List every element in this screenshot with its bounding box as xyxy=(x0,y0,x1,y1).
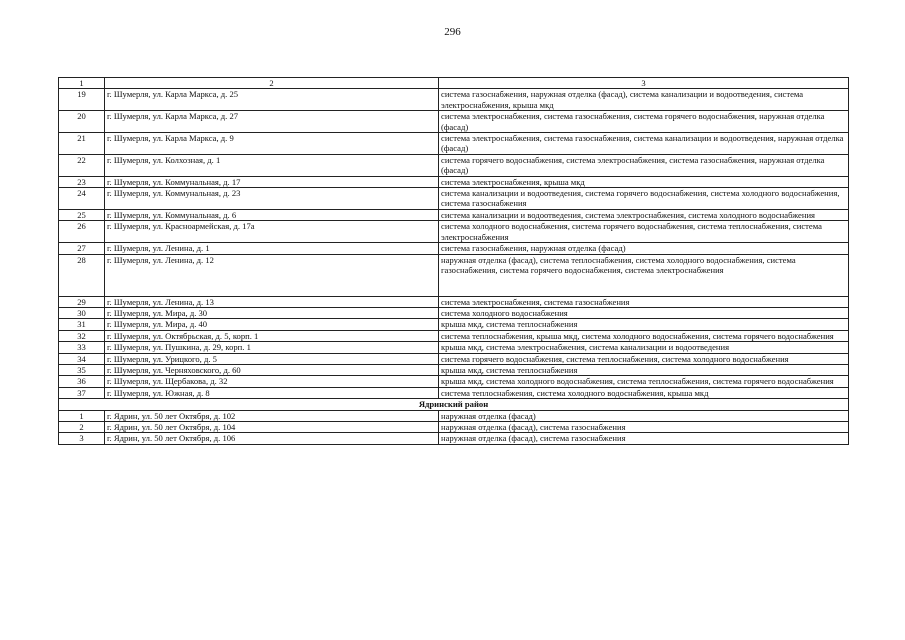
table-row xyxy=(59,111,849,133)
row-number-cell: 20 xyxy=(59,111,105,133)
systems-cell: наружная отделка (фасад), система газоснабжения xyxy=(439,421,849,432)
row-number-cell: 37 xyxy=(59,387,105,398)
address-cell: г. Шумерля, ул. Пушкина, д. 29, корп. 1 xyxy=(105,342,439,353)
address-cell: г. Шумерля, ул. Ленина, д. 1 xyxy=(105,243,439,254)
systems-cell: наружная отделка (фасад) xyxy=(439,410,849,421)
row-number-cell: 25 xyxy=(59,209,105,220)
address-cell: г. Шумерля, ул. Коммунальная, д. 6 xyxy=(105,209,439,220)
row-number-cell: 21 xyxy=(59,133,105,155)
address-cell: г. Шумерля, ул. Красноармейская, д. 17а xyxy=(105,221,439,243)
address-cell: г. Шумерля, ул. Черняховского, д. 60 xyxy=(105,364,439,375)
row-number-cell: 34 xyxy=(59,353,105,364)
row-number-cell: 26 xyxy=(59,221,105,243)
row-number-cell: 3 xyxy=(59,433,105,444)
row-number-cell: 30 xyxy=(59,307,105,318)
row-number-cell: 2 xyxy=(59,421,105,432)
systems-cell: система теплоснабжения, система холодного водоснабжения, крыша мкд xyxy=(439,387,849,398)
systems-cell: система электроснабжения, система газоснабжения, система горячего водоснабжения, наружная отделка (фасад) xyxy=(439,111,849,133)
row-number-cell: 1 xyxy=(59,410,105,421)
address-cell: г. Шумерля, ул. Карла Маркса, д. 9 xyxy=(105,133,439,155)
table-row xyxy=(59,154,849,176)
table-row xyxy=(59,433,849,444)
address-cell: г. Ядрин, ул. 50 лет Октября, д. 102 xyxy=(105,410,439,421)
address-cell: г. Шумерля, ул. Южная, д. 8 xyxy=(105,387,439,398)
row-number-cell: 32 xyxy=(59,330,105,341)
table-row xyxy=(59,188,849,210)
table-row xyxy=(59,410,849,421)
row-number-cell: 36 xyxy=(59,376,105,387)
address-cell: г. Шумерля, ул. Ленина, д. 12 xyxy=(105,254,439,296)
address-cell: г. Шумерля, ул. Щербакова, д. 32 xyxy=(105,376,439,387)
table-row xyxy=(59,330,849,341)
header-cell-address: 2 xyxy=(105,78,439,89)
table-row xyxy=(59,319,849,330)
table-row xyxy=(59,387,849,398)
row-number-cell: 22 xyxy=(59,154,105,176)
row-number-cell: 23 xyxy=(59,176,105,187)
address-cell: г. Шумерля, ул. Урицкого, д. 5 xyxy=(105,353,439,364)
row-number-cell: 19 xyxy=(59,89,105,111)
address-cell: г. Шумерля, ул. Колхозная, д. 1 xyxy=(105,154,439,176)
systems-cell: система электроснабжения, система газоснабжения, система канализации и водоотведения, наружная отделка (фасад) xyxy=(439,133,849,155)
systems-cell: система электроснабжения, система газоснабжения xyxy=(439,296,849,307)
systems-cell: наружная отделка (фасад), система газоснабжения xyxy=(439,433,849,444)
row-number-cell: 27 xyxy=(59,243,105,254)
systems-cell: наружная отделка (фасад), система теплоснабжения, система холодного водоснабжения, система газоснабжения, система горячего водоснабжения, система электроснабжения xyxy=(439,254,849,296)
table-row xyxy=(59,221,849,243)
systems-cell: система холодного водоснабжения, система горячего водоснабжения, система теплоснабжения, система электроснабжения xyxy=(439,221,849,243)
systems-cell: система газоснабжения, наружная отделка (фасад) xyxy=(439,243,849,254)
systems-cell: крыша мкд, система теплоснабжения xyxy=(439,364,849,375)
header-cell-systems: 3 xyxy=(439,78,849,89)
address-cell: г. Шумерля, ул. Карла Маркса, д. 25 xyxy=(105,89,439,111)
systems-cell: система горячего водоснабжения, система электроснабжения, система газоснабжения, наружная отделка (фасад) xyxy=(439,154,849,176)
table-row xyxy=(59,176,849,187)
systems-cell: крыша мкд, система электроснабжения, система канализации и водоотведения xyxy=(439,342,849,353)
systems-cell: система электроснабжения, крыша мкд xyxy=(439,176,849,187)
row-number-cell: 29 xyxy=(59,296,105,307)
section-title: Ядринский район xyxy=(59,399,849,410)
address-cell: г. Шумерля, ул. Коммунальная, д. 17 xyxy=(105,176,439,187)
page-number: 296 xyxy=(444,26,461,38)
table-row xyxy=(59,421,849,432)
table-row xyxy=(59,364,849,375)
table-row xyxy=(59,342,849,353)
systems-cell: крыша мкд, система теплоснабжения xyxy=(439,319,849,330)
systems-cell: система холодного водоснабжения xyxy=(439,307,849,318)
table-row xyxy=(59,254,849,296)
table-row xyxy=(59,307,849,318)
table-row xyxy=(59,209,849,220)
address-cell: г. Шумерля, ул. Ленина, д. 13 xyxy=(105,296,439,307)
systems-cell: система канализации и водоотведения, система электроснабжения, система холодного водоснабжения xyxy=(439,209,849,220)
row-number-cell: 31 xyxy=(59,319,105,330)
table-header-row xyxy=(59,78,849,89)
systems-cell: система газоснабжения, наружная отделка (фасад), система канализации и водоотведения, система электроснабжения, крыша мкд xyxy=(439,89,849,111)
address-cell: г. Шумерля, ул. Мира, д. 30 xyxy=(105,307,439,318)
address-cell: г. Ядрин, ул. 50 лет Октября, д. 104 xyxy=(105,421,439,432)
systems-cell: система горячего водоснабжения, система теплоснабжения, система холодного водоснабжения xyxy=(439,353,849,364)
table-row xyxy=(59,243,849,254)
table-row xyxy=(59,133,849,155)
row-number-cell: 28 xyxy=(59,254,105,296)
row-number-cell: 24 xyxy=(59,188,105,210)
table-row xyxy=(59,353,849,364)
section-row xyxy=(59,399,849,410)
address-cell: г. Шумерля, ул. Октябрьская, д. 5, корп. 1 xyxy=(105,330,439,341)
housing-systems-table xyxy=(58,77,849,445)
address-cell: г. Шумерля, ул. Мира, д. 40 xyxy=(105,319,439,330)
table-body xyxy=(59,78,849,445)
table-row xyxy=(59,296,849,307)
systems-cell: крыша мкд, система холодного водоснабжения, система теплоснабжения, система горячего водоснабжения xyxy=(439,376,849,387)
row-number-cell: 33 xyxy=(59,342,105,353)
address-cell: г. Ядрин, ул. 50 лет Октября, д. 106 xyxy=(105,433,439,444)
header-cell-number: 1 xyxy=(59,78,105,89)
table-row xyxy=(59,376,849,387)
table-row xyxy=(59,89,849,111)
systems-cell: система канализации и водоотведения, система горячего водоснабжения, система холодного водоснабжения, система газоснабжения xyxy=(439,188,849,210)
address-cell: г. Шумерля, ул. Карла Маркса, д. 27 xyxy=(105,111,439,133)
systems-cell: система теплоснабжения, крыша мкд, система холодного водоснабжения, система горячего водоснабжения xyxy=(439,330,849,341)
address-cell: г. Шумерля, ул. Коммунальная, д. 23 xyxy=(105,188,439,210)
row-number-cell: 35 xyxy=(59,364,105,375)
